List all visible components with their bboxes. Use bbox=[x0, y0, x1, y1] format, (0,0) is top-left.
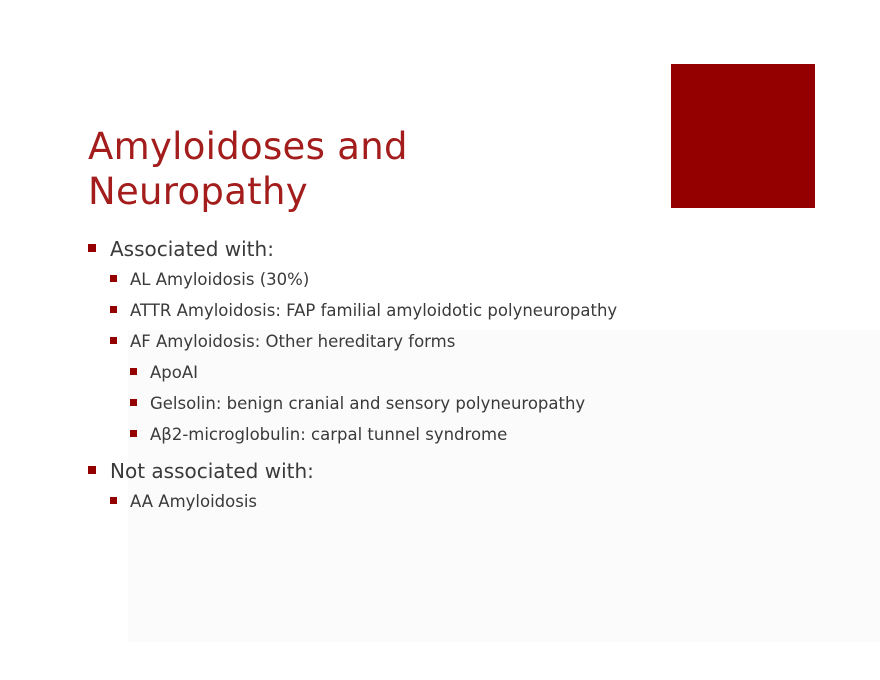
sub-bullet-text: ATTR Amyloidosis: FAP familial amyloidotic polyneuropathy bbox=[130, 301, 618, 320]
bullet-text: Associated with: bbox=[110, 237, 274, 261]
square-bullet-icon bbox=[130, 430, 137, 437]
sub-sub-bullet-text: Aβ2-microglobulin: carpal tunnel syndrome bbox=[150, 425, 508, 444]
sub-bullet-al bbox=[110, 268, 648, 291]
sub-bullet-attr bbox=[110, 299, 648, 322]
sub-sub-bullet-list bbox=[130, 361, 648, 446]
bullet-not-associated bbox=[88, 458, 648, 513]
sub-sub-bullet-apoai bbox=[130, 361, 648, 384]
sub-bullet-text: AA Amyloidosis bbox=[130, 492, 258, 511]
slide-title bbox=[88, 124, 648, 214]
sub-sub-bullet-text: Gelsolin: benign cranial and sensory polyneuropathy bbox=[150, 394, 586, 413]
sub-bullet-list bbox=[110, 268, 648, 446]
sub-bullet-text: AL Amyloidosis (30%) bbox=[130, 270, 310, 289]
square-bullet-icon bbox=[110, 306, 117, 313]
sub-bullet-list bbox=[110, 490, 648, 513]
bullet-list bbox=[88, 236, 648, 513]
sub-sub-bullet-text: ApoAI bbox=[150, 363, 199, 382]
square-bullet-icon bbox=[130, 399, 137, 406]
bullet-associated bbox=[88, 236, 648, 446]
square-bullet-icon bbox=[88, 466, 96, 474]
square-bullet-icon bbox=[88, 244, 96, 252]
square-bullet-icon bbox=[110, 275, 117, 282]
square-bullet-icon bbox=[110, 337, 117, 344]
bullet-text: Not associated with: bbox=[110, 459, 314, 483]
sub-bullet-af bbox=[110, 330, 648, 446]
title-line-1: Amyloidoses and bbox=[88, 125, 408, 168]
slide-body bbox=[88, 236, 648, 513]
title-line-2: Neuropathy bbox=[88, 170, 308, 213]
sub-bullet-text: AF Amyloidosis: Other hereditary forms bbox=[130, 332, 456, 351]
sub-sub-bullet-ab2m bbox=[130, 423, 648, 446]
sub-sub-bullet-gelsolin bbox=[130, 392, 648, 415]
sub-bullet-aa bbox=[110, 490, 648, 513]
accent-square bbox=[671, 64, 815, 208]
square-bullet-icon bbox=[130, 368, 137, 375]
square-bullet-icon bbox=[110, 497, 117, 504]
